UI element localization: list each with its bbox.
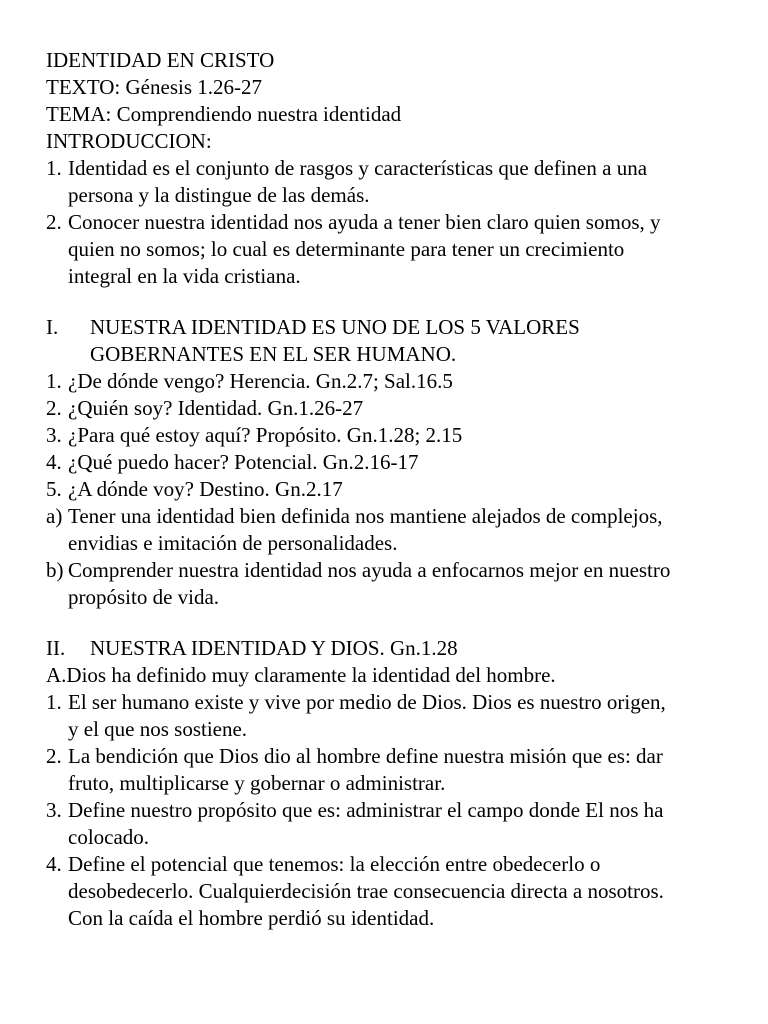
list-item-number: 4. [46,852,62,876]
section-heading [46,635,736,662]
list-item-text: ¿A dónde voy? Destino. Gn.2.17 [68,477,343,501]
section-2-list [46,689,736,932]
list-item-number: 2. [46,396,62,420]
section-2-subheading: A.Dios ha definido muy claramente la identidad del hombre. [46,663,556,687]
list-item-number: 3. [46,798,62,822]
list-item-text: envidias e imitación de personalidades. [68,531,398,555]
list-item-text: fruto, multiplicarse y gobernar o administrar. [68,771,446,795]
list-item-text: Conocer nuestra identidad nos ayuda a tener bien claro quien somos, y [68,210,661,234]
list-item [46,209,736,290]
list-item-text: ¿De dónde vengo? Herencia. Gn.2.7; Sal.16.5 [68,369,453,393]
list-item [46,422,736,449]
list-item-text: colocado. [68,825,150,849]
texto-line: TEXTO: Génesis 1.26-27 [46,75,262,99]
list-item-text: Tener una identidad bien definida nos mantiene alejados de complejos, [68,504,663,528]
list-item [46,368,736,395]
list-item-text: propósito de vida. [68,585,220,609]
list-item-text: ¿Quién soy? Identidad. Gn.1.26-27 [68,396,364,420]
section-1-list [46,368,736,611]
list-item-number: b) [46,558,64,582]
list-item-text: integral en la vida cristiana. [68,264,301,288]
tema-line: TEMA: Comprendiendo nuestra identidad [46,102,402,126]
document-title: IDENTIDAD EN CRISTO [46,48,275,72]
list-item-text: ¿Qué puedo hacer? Potencial. Gn.2.16-17 [68,450,419,474]
list-item-text: Con la caída el hombre perdió su identidad. [68,906,435,930]
list-item [46,851,736,932]
list-item-number: a) [46,504,63,528]
spacer [46,611,736,635]
section-2 [46,635,736,662]
list-item-number: 3. [46,423,62,447]
list-item [46,395,736,422]
spacer [46,290,736,314]
section-heading-text: NUESTRA IDENTIDAD ES UNO DE LOS 5 VALORES [90,315,580,339]
section-number: I. [46,315,59,339]
list-item-number: 1. [46,156,62,180]
list-item [46,449,736,476]
list-item-number: 1. [46,369,62,393]
list-item-text: Define el potencial que tenemos: la elección entre obedecerlo o [68,852,601,876]
list-item [46,557,736,611]
list-item-text: persona y la distingue de las demás. [68,183,370,207]
list-item-text: Define nuestro propósito que es: administrar el campo donde El nos ha [68,798,664,822]
list-item [46,797,736,851]
list-item-text: quien no somos; lo cual es determinante para tener un crecimiento [68,237,625,261]
list-item-text: El ser humano existe y vive por medio de Dios. Dios es nuestro origen, [68,690,666,714]
section-number: II. [46,636,66,660]
list-item-text: desobedecerlo. Cualquierdecisión trae consecuencia directa a nosotros. [68,879,664,903]
section-heading-text: NUESTRA IDENTIDAD Y DIOS. Gn.1.28 [90,636,458,660]
list-item-text: y el que nos sostiene. [68,717,248,741]
section-heading [46,314,736,368]
intro-list [46,155,736,290]
section-1 [46,314,736,368]
list-item-text: Comprender nuestra identidad nos ayuda a enfocarnos mejor en nuestro [68,558,671,582]
list-item-number: 2. [46,744,62,768]
list-item [46,689,736,743]
list-item-text: Identidad es el conjunto de rasgos y características que definen a una [68,156,648,180]
section-heading-text: GOBERNANTES EN EL SER HUMANO. [90,342,457,366]
list-item [46,743,736,797]
list-item-number: 4. [46,450,62,474]
list-item-number: 2. [46,210,62,234]
list-item-number: 5. [46,477,62,501]
list-item-number: 1. [46,690,62,714]
intro-heading: INTRODUCCION: [46,129,212,153]
list-item [46,476,736,503]
list-item [46,155,736,209]
list-item-text: ¿Para qué estoy aquí? Propósito. Gn.1.28; 2.15 [68,423,463,447]
document-page [46,47,736,932]
list-item-text: La bendición que Dios dio al hombre define nuestra misión que es: dar [68,744,663,768]
list-item [46,503,736,557]
